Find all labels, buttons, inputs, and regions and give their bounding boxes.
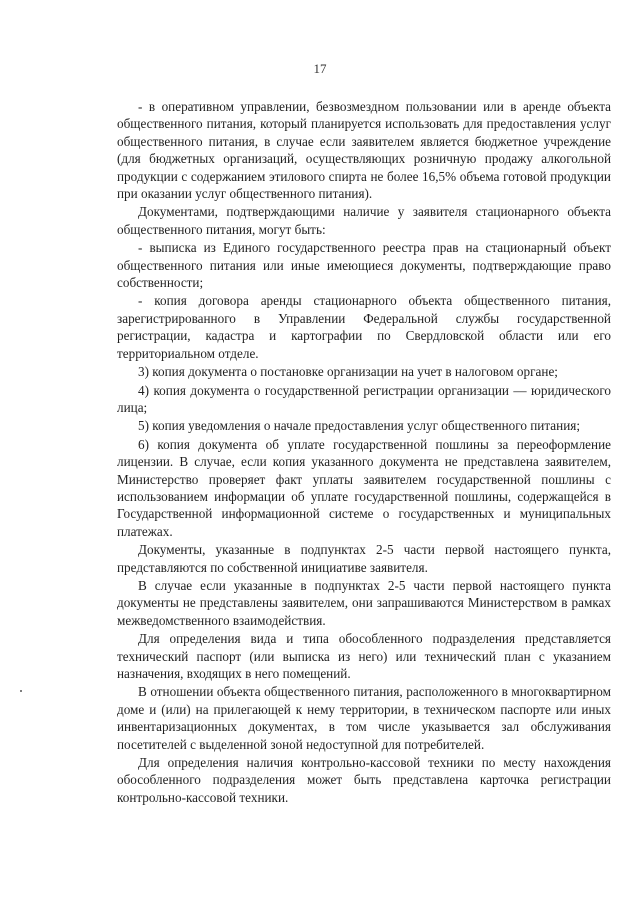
paragraph: 5) копия уведомления о начале предоставления услуг общественного питания; (138, 418, 580, 434)
scan-speck (20, 690, 22, 692)
paragraph: Для определения наличия контрольно-кассовой техники по месту нахождения обособленного подразделения может быть представлена карточка регистрации контрольно-кассовой техники. (117, 755, 611, 805)
paragraph: 3) копия документа о постановке организации на учет в налоговом органе; (138, 364, 558, 380)
paragraph: - в оперативном управлении, безвозмездном пользовании или в аренде объекта общественного питания, который планируется использовать для предоставления услуг общественного питания, в случае если заявителем является бюджетное учреждение (для бюджетных организаций, осуществляющих розничную продажу алкогольной продукции с содержанием этилового спирта не более 16,5% объема готовой продукции при оказании услуг общественного питания). (117, 99, 611, 202)
paragraph: 4) копия документа о государственной регистрации организации — юридического лица; (117, 382, 611, 415)
paragraph: Документы, указанные в подпунктах 2-5 части первой настоящего пункта, представляются по собственной инициативе заявителя. (117, 542, 611, 575)
paragraph: 6) копия документа об уплате государственной пошлины за переоформление лицензии. В случае, если копия указанного документа не представлена заявителем, Министерство проверяет факт уплаты заявителем государственной пошлины с использованием информации об уплате государственной пошлины, содержащейся в Государственной информационной системе о государственных и муниципальных платежах. (117, 436, 611, 539)
paragraph: - выписка из Единого государственного реестра прав на стационарный объект общественного питания или иные имеющиеся документы, подтверждающие право собственности; (117, 240, 611, 291)
paragraph: В отношении объекта общественного питания, расположенного в многоквартирном доме и (или) на прилегающей к нему территории, в техническом паспорте или иных инвентаризационных документах, в том числе указывается зал обслуживания посетителей с выделенной зоной недоступной для потребителей. (117, 684, 611, 752)
paragraph: - копия договора аренды стационарного объекта общественного питания, зарегистрированного в Управлении Федеральной службы государственной регистрации, кадастра и картографии по Свердловской области или его территориальном отделе. (117, 293, 611, 361)
page-number: 17 (313, 61, 327, 76)
paragraph: Для определения вида и типа обособленного подразделения представляется технический паспорт (или выписка из него) или технический план с указанием назначения, входящих в него помещений. (117, 631, 611, 681)
document-body (117, 98, 611, 806)
paragraph: В случае если указанные в подпунктах 2-5 части первой настоящего пункта документы не представлены заявителем, они запрашиваются Министерством в рамках межведомственного взаимодействия. (117, 577, 611, 628)
paragraph: Документами, подтверждающими наличие у заявителя стационарного объекта общественного питания, могут быть: (117, 204, 611, 237)
